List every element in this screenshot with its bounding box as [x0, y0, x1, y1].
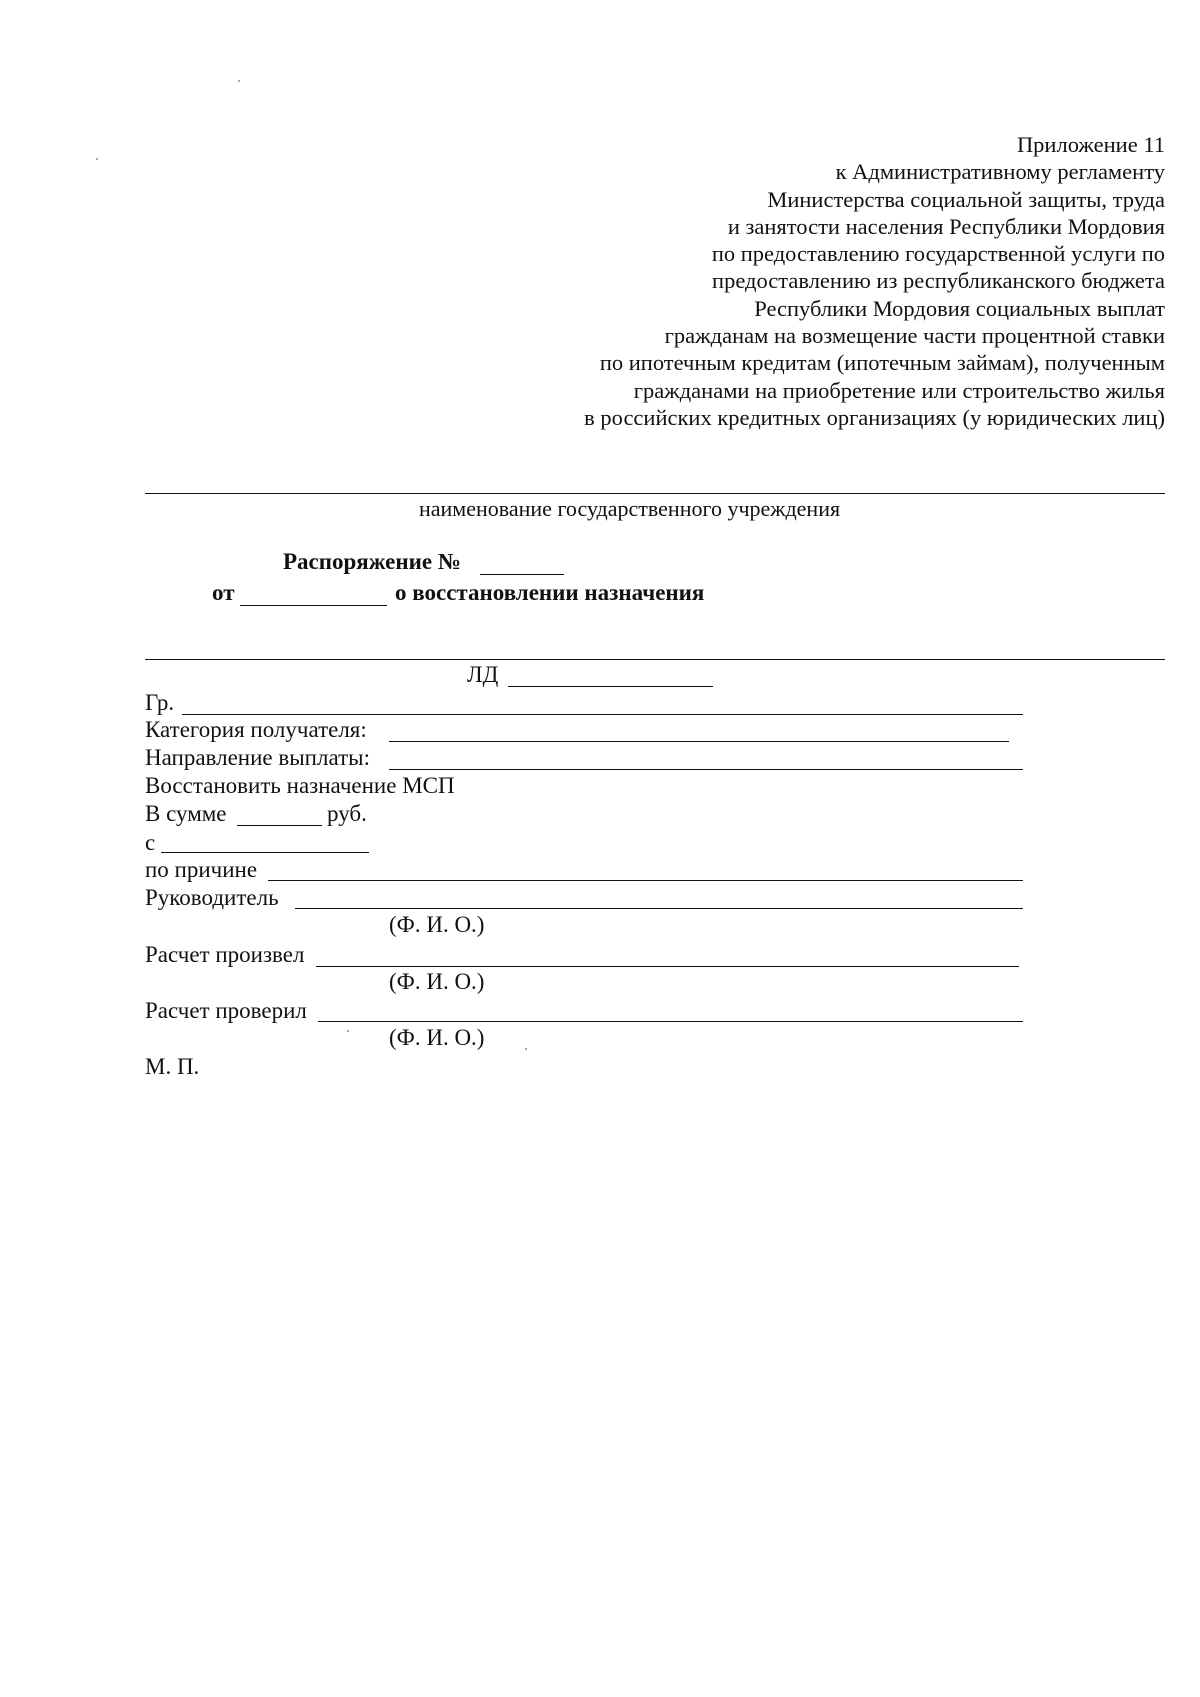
- annex-line: Министерства социальной защиты, труда: [767, 186, 1165, 212]
- annex-line: и занятости населения Республики Мордовия: [727, 213, 1165, 239]
- institution-name-line: [145, 493, 1165, 494]
- fio-hint: (Ф. И. О.): [389, 912, 485, 937]
- annex-line: в российских кредитных организациях (у юридических лиц): [584, 404, 1165, 430]
- head-label: Руководитель: [145, 885, 279, 910]
- citizen-blank: [182, 714, 1023, 715]
- category-label: Категория получателя:: [145, 717, 367, 742]
- reason-blank: [268, 880, 1023, 881]
- separator-line: [145, 659, 1165, 660]
- calculated-signature-blank: [316, 966, 1019, 967]
- from-label: с: [145, 830, 156, 855]
- citizen-label: Гр.: [145, 690, 175, 715]
- from-date-blank: [161, 852, 369, 853]
- category-blank: [389, 741, 1009, 742]
- fio-hint: (Ф. И. О.): [389, 969, 485, 994]
- annex-line: по предоставлению государственной услуги по: [711, 241, 1165, 267]
- institution-caption: наименование государственного учреждения: [419, 496, 841, 521]
- annex-line: к Административному регламенту: [835, 159, 1165, 185]
- annex-line: Республики Мордовия социальных выплат: [754, 295, 1165, 321]
- head-signature-blank: [295, 908, 1023, 909]
- order-number-blank: [480, 574, 564, 575]
- order-date-prefix: от: [212, 580, 235, 605]
- restore-text: Восстановить назначение МСП: [145, 773, 455, 798]
- amount-label: В сумме: [145, 801, 227, 826]
- checked-signature-blank: [318, 1021, 1023, 1022]
- amount-unit: руб.: [327, 801, 367, 826]
- order-subject: о восстановлении назначения: [395, 580, 705, 605]
- calculated-label: Расчет произвел: [145, 942, 305, 967]
- payment-direction-blank: [389, 769, 1023, 770]
- ld-blank: [508, 686, 713, 687]
- ld-label: ЛД: [467, 662, 499, 687]
- annex-line: по ипотечным кредитам (ипотечным займам), полученным: [599, 350, 1165, 376]
- order-date-blank: [240, 605, 387, 606]
- annex-line: предоставлению из республиканского бюджета: [712, 268, 1165, 294]
- fio-hint: (Ф. И. О.): [389, 1025, 485, 1050]
- annex-line: гражданам на возмещение части процентной ставки: [664, 323, 1165, 349]
- scan-speck: [96, 158, 98, 160]
- annex-header: [365, 131, 1165, 431]
- order-title: Распоряжение №: [283, 549, 461, 574]
- reason-label: по причине: [145, 857, 258, 882]
- annex-line: Приложение 11: [1016, 132, 1165, 157]
- payment-direction-label: Направление выплаты:: [145, 745, 370, 770]
- scan-speck: [347, 1030, 349, 1032]
- checked-label: Расчет проверил: [145, 998, 307, 1023]
- scan-speck: [238, 80, 240, 82]
- scan-speck: [525, 1048, 527, 1050]
- amount-blank: [237, 825, 322, 826]
- annex-line: гражданами на приобретение или строительство жилья: [633, 377, 1165, 403]
- seal-label: М. П.: [145, 1054, 200, 1079]
